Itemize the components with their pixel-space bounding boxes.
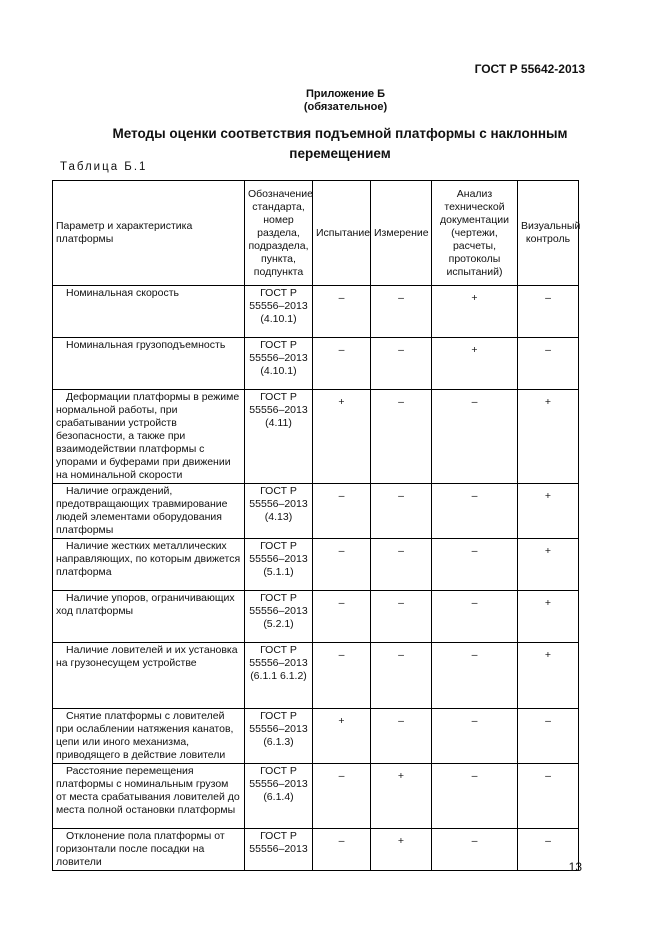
row-visual-mark: + (518, 484, 579, 539)
document-code: ГОСТ Р 55642-2013 (474, 62, 585, 76)
row-visual-mark: – (518, 709, 579, 764)
row-measure-mark: – (371, 539, 432, 591)
row-test-mark: – (313, 591, 371, 643)
header-doc: Анализ технической документации (чертежи, расчеты, протоколы испытаний) (432, 181, 518, 286)
row-measure-mark: + (371, 764, 432, 829)
row-standard: ГОСТ Р 55556–2013 (5.2.1) (245, 591, 313, 643)
header-visual: Визуальный контроль (518, 181, 579, 286)
appendix-title: Приложение Б (305, 88, 386, 100)
row-test-mark: + (313, 390, 371, 484)
row-standard: ГОСТ Р 55556–2013 (4.10.1) (245, 338, 313, 390)
table-row (53, 643, 579, 709)
row-doc-mark: – (432, 484, 518, 539)
row-standard: ГОСТ Р 55556–2013 (5.1.1) (245, 539, 313, 591)
header-gost: Обозначение стандарта, номер раздела, подраздела, пункта, подпункта (245, 181, 313, 286)
table-row (53, 484, 579, 539)
table-row (53, 764, 579, 829)
row-test-mark: – (313, 286, 371, 338)
row-test-mark: – (313, 484, 371, 539)
row-doc-mark: – (432, 390, 518, 484)
table-row (53, 390, 579, 484)
row-parameter: Деформации платформы в режиме нормальной работы, при срабатывании устройств безопасности, а также при взаимодействии платформы с упорами и буферами при движении на номинальной скорости (53, 390, 245, 484)
row-measure-mark: – (371, 484, 432, 539)
row-measure-mark: – (371, 591, 432, 643)
row-standard: ГОСТ Р 55556–2013 (6.1.1 6.1.2) (245, 643, 313, 709)
row-standard: ГОСТ Р 55556–2013 (4.10.1) (245, 286, 313, 338)
table-row (53, 829, 579, 871)
row-visual-mark: + (518, 591, 579, 643)
row-doc-mark: + (432, 286, 518, 338)
row-test-mark: – (313, 643, 371, 709)
row-standard: ГОСТ Р 55556–2013 (245, 829, 313, 871)
row-parameter: Отклонение пола платформы от горизонтали после посадки на ловители (53, 829, 245, 871)
row-visual-mark: + (518, 390, 579, 484)
appendix-subtitle: (обязательное) (303, 101, 388, 113)
appendix-heading (0, 88, 661, 114)
row-test-mark: – (313, 539, 371, 591)
row-doc-mark: + (432, 338, 518, 390)
row-measure-mark: – (371, 286, 432, 338)
row-test-mark: – (313, 764, 371, 829)
row-measure-mark: – (371, 338, 432, 390)
row-standard: ГОСТ Р 55556–2013 (6.1.4) (245, 764, 313, 829)
row-doc-mark: – (432, 709, 518, 764)
row-measure-mark: – (371, 390, 432, 484)
row-doc-mark: – (432, 539, 518, 591)
row-standard: ГОСТ Р 55556–2013 (4.13) (245, 484, 313, 539)
row-test-mark: – (313, 338, 371, 390)
row-parameter: Наличие жестких металлических направляющих, по которым движется платформа (53, 539, 245, 591)
table-header-row (53, 181, 579, 286)
table-row (53, 338, 579, 390)
row-parameter: Номинальная грузоподъемность (53, 338, 245, 390)
row-measure-mark: + (371, 829, 432, 871)
page-title (80, 124, 600, 164)
row-test-mark: – (313, 829, 371, 871)
row-test-mark: + (313, 709, 371, 764)
page-title-line-1: Методы оценки соответствия подъемной платформы с наклонным (112, 126, 568, 141)
row-doc-mark: – (432, 764, 518, 829)
page-number: 13 (568, 860, 582, 874)
assessment-table (52, 180, 579, 871)
row-standard: ГОСТ Р 55556–2013 (4.11) (245, 390, 313, 484)
header-param: Параметр и характеристика платформы (53, 181, 245, 286)
header-test: Испытание (313, 181, 371, 286)
row-visual-mark: – (518, 286, 579, 338)
row-standard: ГОСТ Р 55556–2013 (6.1.3) (245, 709, 313, 764)
header-measure: Измерение (371, 181, 432, 286)
table-row (53, 591, 579, 643)
row-parameter: Наличие упоров, ограничивающих ход платформы (53, 591, 245, 643)
row-parameter: Снятие платформы с ловителей при ослаблении натяжения канатов, цепи или иного механизма, приводящего в действие ловители (53, 709, 245, 764)
row-visual-mark: + (518, 643, 579, 709)
row-doc-mark: – (432, 643, 518, 709)
table-caption: Таблица Б.1 (60, 161, 148, 173)
row-parameter: Наличие ловителей и их установка на грузонесущем устройстве (53, 643, 245, 709)
row-visual-mark: + (518, 539, 579, 591)
row-parameter: Наличие ограждений, предотвращающих травмирование людей элементами оборудования платформы (53, 484, 245, 539)
row-parameter: Номинальная скорость (53, 286, 245, 338)
table-row (53, 539, 579, 591)
row-visual-mark: – (518, 764, 579, 829)
row-measure-mark: – (371, 643, 432, 709)
row-measure-mark: – (371, 709, 432, 764)
row-visual-mark: – (518, 829, 579, 871)
page-title-line-2: перемещением (289, 146, 391, 161)
row-visual-mark: – (518, 338, 579, 390)
table-row (53, 709, 579, 764)
row-parameter: Расстояние перемещения платформы с номинальным грузом от места срабатывания ловителей до места полной остановки платформы (53, 764, 245, 829)
row-doc-mark: – (432, 829, 518, 871)
table-row (53, 286, 579, 338)
row-doc-mark: – (432, 591, 518, 643)
